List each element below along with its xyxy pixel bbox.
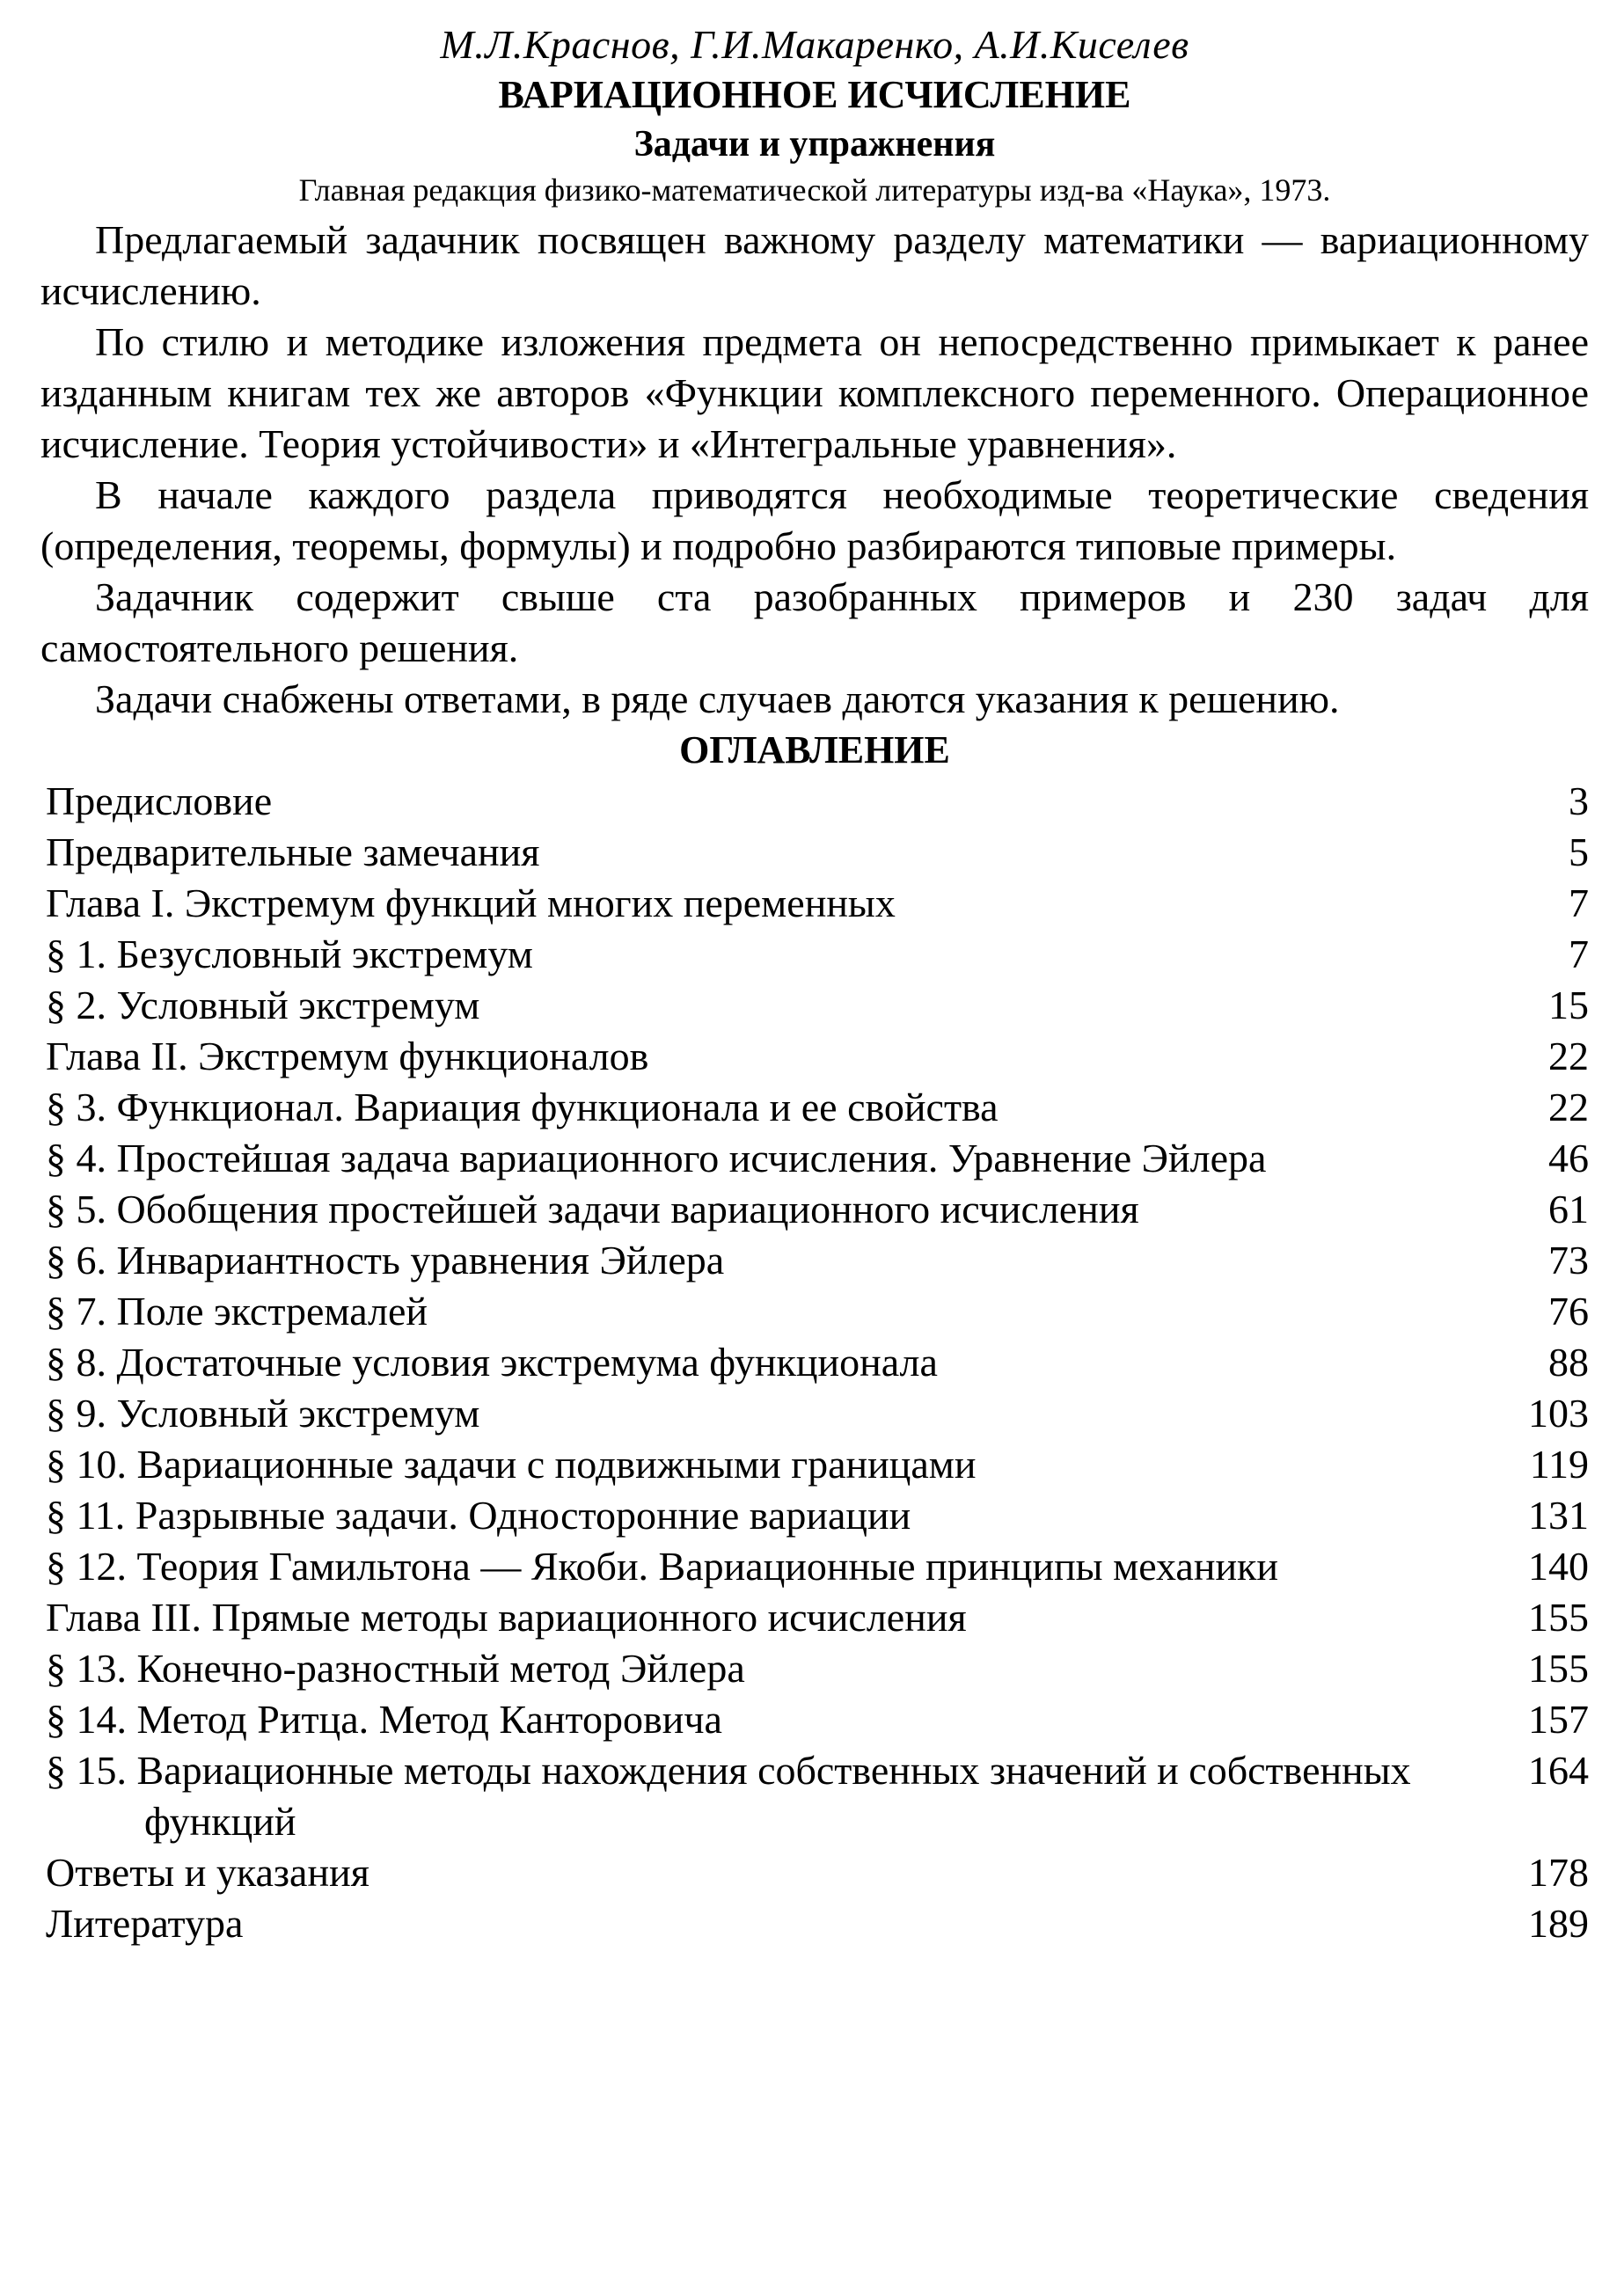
document-page (40, 19, 1589, 1949)
toc-entry (40, 1388, 1589, 1439)
toc-entry-label: § 8. Достаточные условия экстремума функционала (46, 1340, 938, 1385)
intro-text (40, 215, 1589, 725)
toc-entry (40, 1643, 1589, 1694)
toc-entry-page: 157 (1528, 1697, 1589, 1742)
toc-entry-page: 3 (1569, 778, 1589, 823)
toc-entry-page: 178 (1528, 1850, 1589, 1895)
toc-entry-label: § 12. Теория Гамильтона — Якоби. Вариационные принципы механики (46, 1544, 1279, 1589)
toc-entry-page: 155 (1528, 1595, 1589, 1640)
table-of-contents (40, 776, 1589, 1949)
book-subtitle: Задачи и упражнения (633, 124, 996, 164)
toc-entry (40, 1541, 1589, 1592)
toc-entry-page: 76 (1548, 1289, 1589, 1334)
toc-entry (40, 1592, 1589, 1643)
toc-entry (40, 1490, 1589, 1541)
toc-entry (40, 980, 1589, 1031)
toc-entry (40, 1235, 1589, 1286)
toc-entry-label: § 13. Конечно-разностный метод Эйлера (46, 1646, 745, 1691)
toc-entry (40, 1286, 1589, 1337)
publisher-line: Главная редакция физико-математической литературы изд-ва «Наука», 1973. (298, 172, 1331, 208)
toc-entry-label: § 7. Поле экстремалей (46, 1289, 428, 1334)
intro-paragraph: В начале каждого раздела приводятся необходимые теоретические сведения (определения, теоремы, формулы) и подробно разбираются типовые примеры. (40, 472, 1589, 568)
toc-entry-label: Предисловие (46, 778, 273, 823)
toc-entry-label: Глава III. Прямые методы вариационного исчисления (46, 1595, 967, 1640)
toc-entry (40, 1031, 1589, 1082)
intro-paragraph: По стилю и методике изложения предмета он непосредственно примыкает к ранее изданным книгам тех же авторов «Функции комплексного переменного. Операционное исчисление. Теория устойчивости» и «Интегральные уравнения». (40, 319, 1589, 466)
toc-heading: ОГЛАВЛЕНИЕ (679, 728, 950, 771)
toc-entry-page: 15 (1548, 983, 1589, 1027)
book-title: ВАРИАЦИОННОЕ ИСЧИСЛЕНИЕ (498, 73, 1131, 116)
toc-entry (40, 1694, 1589, 1745)
toc-entry-page: 5 (1569, 829, 1589, 874)
toc-entry (40, 776, 1589, 827)
intro-paragraph: Задачи снабжены ответами, в ряде случаев даются указания к решению. (95, 676, 1340, 721)
toc-entry-page: 103 (1528, 1391, 1589, 1436)
toc-entry-label: Ответы и указания (46, 1850, 369, 1895)
intro-paragraph: Задачник содержит свыше ста разобранных примеров и 230 задач для самостоятельного решения. (40, 574, 1589, 670)
toc-entry (40, 1898, 1589, 1949)
toc-entry (40, 1082, 1589, 1133)
toc-entry-label: Глава I. Экстремум функций многих переменных (46, 881, 896, 925)
toc-entry (40, 1847, 1589, 1898)
toc-entry-page: 155 (1528, 1646, 1589, 1691)
intro-paragraph: Предлагаемый задачник посвящен важному разделу математики — вариационному исчислению. (40, 217, 1589, 313)
toc-entry-page: 164 (1528, 1748, 1589, 1793)
toc-entry-page: 131 (1528, 1493, 1589, 1538)
toc-entry (40, 827, 1589, 878)
toc-entry-page: 119 (1529, 1442, 1589, 1487)
toc-entry-page: 22 (1548, 1085, 1589, 1129)
toc-entry-label: § 14. Метод Ритца. Метод Канторовича (46, 1697, 722, 1742)
toc-entry-label: § 15. Вариационные методы нахождения собственных значений и собственных функций (46, 1748, 1411, 1844)
toc-entry-label: § 6. Инвариантность уравнения Эйлера (46, 1238, 725, 1282)
toc-entry-page: 7 (1569, 881, 1589, 925)
toc-entry-page: 140 (1528, 1544, 1589, 1589)
toc-entry (40, 1439, 1589, 1490)
authors: М.Л.Краснов, Г.И.Макаренко, А.И.Киселев (440, 22, 1189, 67)
toc-entry-page: 46 (1548, 1136, 1589, 1180)
toc-entry-label: § 4. Простейшая задача вариационного исчисления. Уравнение Эйлера (46, 1136, 1267, 1180)
toc-entry-page: 88 (1548, 1340, 1589, 1385)
toc-entry-label: Предварительные замечания (46, 829, 540, 874)
toc-entry (40, 1745, 1589, 1847)
toc-entry-label: § 2. Условный экстремум (46, 983, 480, 1027)
toc-entry (40, 1184, 1589, 1235)
toc-entry-label: § 11. Разрывные задачи. Односторонние вариации (46, 1493, 911, 1538)
toc-entry-label: § 1. Безусловный экстремум (46, 932, 533, 976)
toc-entry-page: 189 (1528, 1901, 1589, 1946)
toc-entry-page: 73 (1548, 1238, 1589, 1282)
toc-entry-page: 61 (1548, 1187, 1589, 1231)
toc-entry-label: § 5. Обобщения простейшей задачи вариационного исчисления (46, 1187, 1139, 1231)
toc-entry (40, 1337, 1589, 1388)
toc-entry-label: § 9. Условный экстремум (46, 1391, 480, 1436)
toc-entry-label: § 3. Функционал. Вариация функционала и ее свойства (46, 1085, 999, 1129)
toc-entry-label: Литература (46, 1901, 244, 1946)
toc-entry-page: 22 (1548, 1034, 1589, 1078)
toc-entry-label: Глава II. Экстремум функционалов (46, 1034, 649, 1078)
toc-entry (40, 1133, 1589, 1184)
toc-entry (40, 878, 1589, 929)
toc-entry (40, 929, 1589, 980)
toc-entry-label: § 10. Вариационные задачи с подвижными границами (46, 1442, 977, 1487)
toc-entry-page: 7 (1569, 932, 1589, 976)
